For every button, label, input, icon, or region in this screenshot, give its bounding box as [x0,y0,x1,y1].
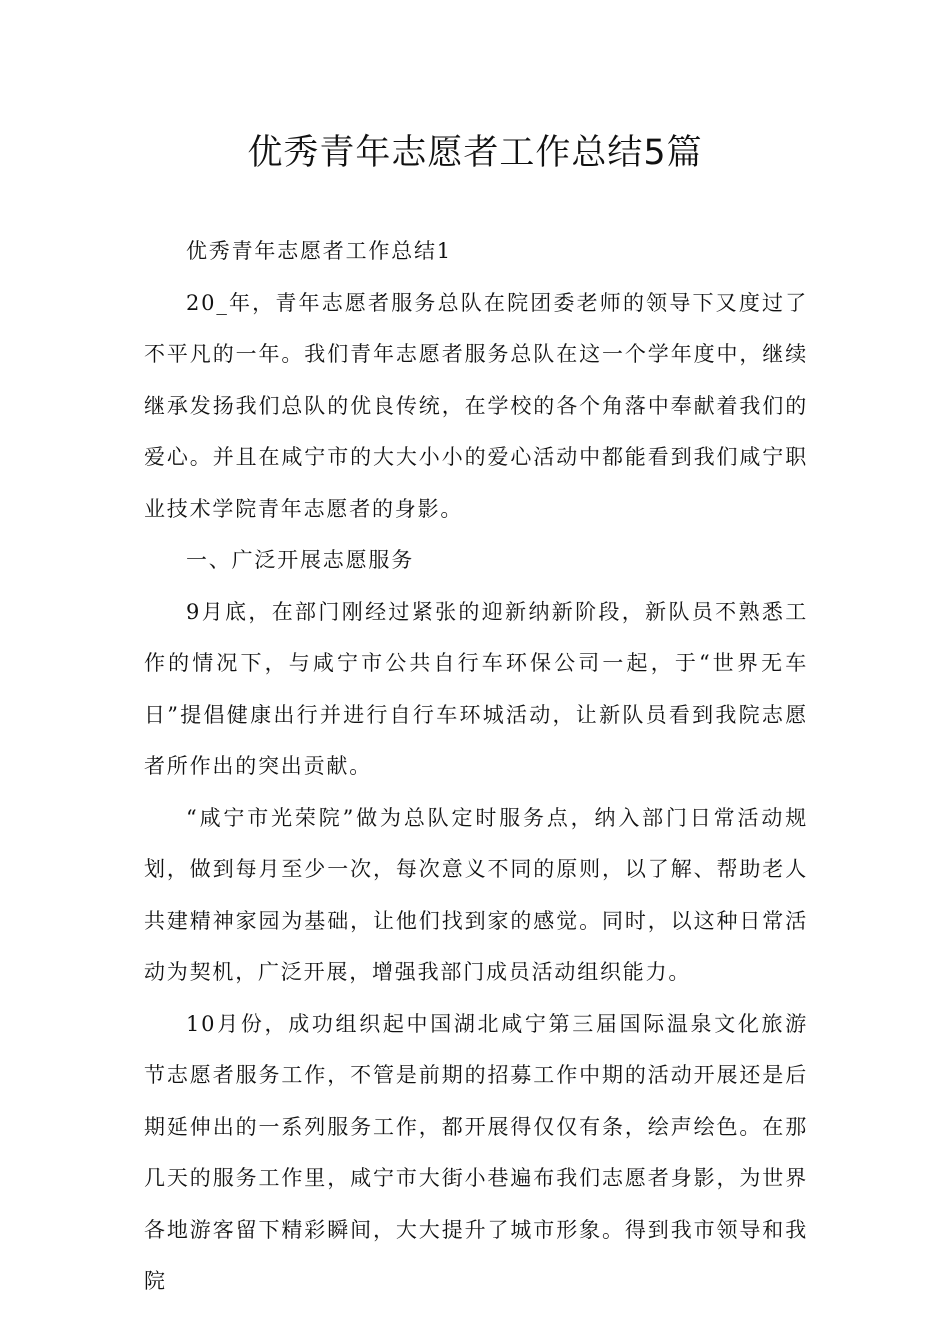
section-heading: 一、广泛开展志愿服务 [186,548,414,572]
document-title: 优秀青年志愿者工作总结5篇 [247,133,703,173]
paragraph-intro: 20_年，青年志愿者服务总队在院团委老师的领导下又度过了不平凡的一年。我们青年志愿者服务总队在这一个学年度中，继续继承发扬我们总队的优良传统，在学校的各个角落中奉献着我们的爱心。并且在咸宁市的大大小小的爱心活动中都能看到我们咸宁职业技术学院青年志愿者的身影。 [144,290,808,521]
paragraph-hot-spring-festival: 10月份，成功组织起中国湖北咸宁第三届国际温泉文化旅游节志愿者服务工作，不管是前期的招募工作中期的活动开展还是后期延伸出的一系列服务工作，都开展得仅仅有条，绘声绘色。在那几天的服务工作里，咸宁市大街小巷遍布我们志愿者身影，为世界各地游客留下精彩瞬间，大大提升了城市形象。得到我市领导和我院 [144,1011,808,1293]
paragraph-glory-home: “咸宁市光荣院”做为总队定时服务点，纳入部门日常活动规划，做到每月至少一次，每次意义不同的原则，以了解、帮助老人共建精神家园为基础，让他们找到家的感觉。同时，以这种日常活动为契机，广泛开展，增强我部门成员活动组织能力。 [144,805,808,984]
document-body [144,226,808,1308]
section-subtitle: 优秀青年志愿者工作总结1 [186,239,452,263]
paragraph-car-free-day: 9月底，在部门刚经过紧张的迎新纳新阶段，新队员不熟悉工作的情况下，与咸宁市公共自行车环保公司一起，于“世界无车日”提倡健康出行并进行自行车环城活动，让新队员看到我院志愿者所作出的突出贡献。 [144,599,808,778]
